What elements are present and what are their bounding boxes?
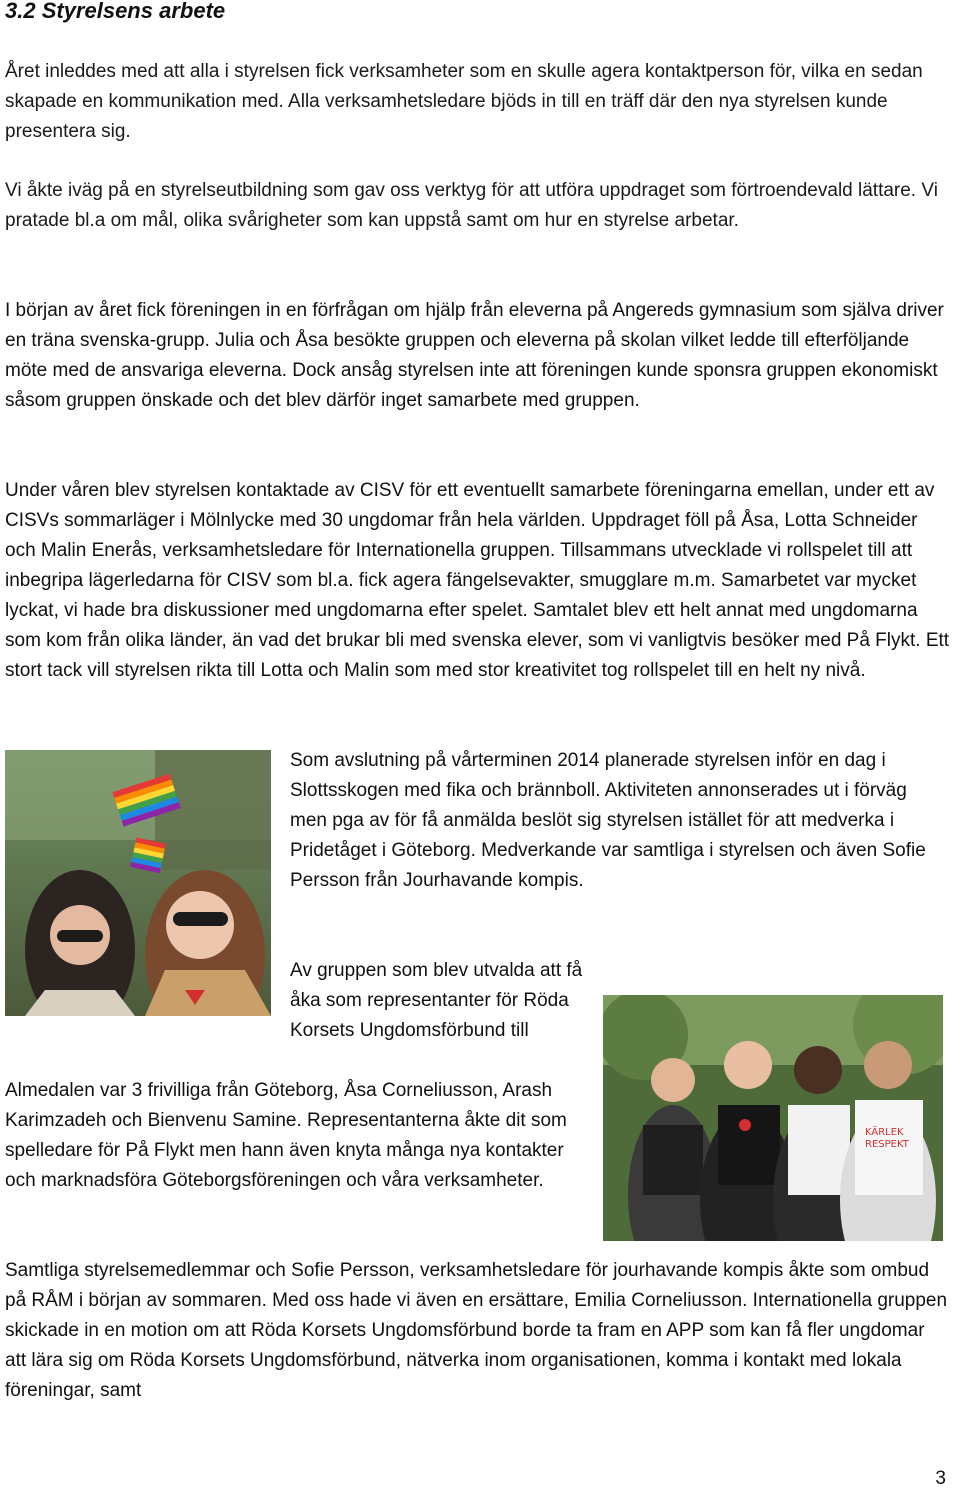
page-number: 3: [935, 1468, 946, 1489]
paragraph-6b: Almedalen var 3 frivilliga från Göteborg, Åsa Corneliusson, Arash Karimzadeh och Bienvenu Samine. Representanterna åkte dit som spelledare för På Flykt men hann även knyta många nya kontakter och marknadsföra Göteborgsföreningen och våra verksamheter.: [5, 1080, 567, 1191]
group-photo-illustration: [603, 995, 943, 1241]
group-photo: [603, 995, 943, 1241]
paragraph-7: Samtliga styrelsemedlemmar och Sofie Persson, verksamhetsledare för jourhavande kompis åkte som ombud på RÅM i början av sommaren. Med oss hade vi även en ersättare, Emilia Corneliusson. Internationella gruppen skickade in en motion om att Röda Korsets Ungdomsförbund borde ta fram en APP som kan få fler ungdomar att lära sig om Röda Korsets Ungdomsförbund, nätverka inom organisationen, komma i kontakt med lokala föreningar, samt: [5, 1260, 948, 1401]
svg-text:KÄRLEK: KÄRLEK: [865, 1127, 904, 1138]
pride-photo: [5, 750, 271, 1016]
paragraph-4: Under våren blev styrelsen kontaktade av CISV för ett eventuellt samarbete föreningarna emellan, under ett av CISVs sommarläger i Mölnlycke med 30 ungdomar från hela världen. Uppdraget föll på Åsa, Lotta Schneider och Malin Enerås, verksamhetsledare för Internationella gruppen. Tillsammans utvecklade vi rollspelet till att inbegripa lägerledarna för CISV som bl.a. fick agera fängelsevakter, smugglare m.m. Samarbetet var mycket lyckat, vi hade bra diskussioner med ungdomarna efter spelet. Samtalet blev ett helt annat med ungdomarna som kom från olika länder, än vad det brukar bli med svenska elever, som vi vanligtvis besöker med På Flykt. Ett stort tack vill styrelsen rikta till Lotta och Malin som med stor kreativitet tog rollspelet till en helt ny nivå.: [5, 480, 950, 681]
paragraph-6a: Av gruppen som blev utvalda att få åka som representanter för Röda Korsets Ungdomsförbund till: [290, 960, 583, 1041]
paragraph-3: I början av året fick föreningen in en förfrågan om hjälp från eleverna på Angereds gymnasium som själva driver en träna svenska-grupp. Julia och Åsa besökte gruppen och eleverna på skolan vilket ledde till efterföljande möte med de ansvariga eleverna. Dock ansåg styrelsen inte att föreningen kunde sponsra gruppen ekonomiskt såsom gruppen önskade och det blev därför inget samarbete med gruppen.: [5, 300, 944, 411]
paragraph-1: Året inleddes med att alla i styrelsen fick verksamheter som en skulle agera kontaktperson för, vilka en sedan skapade en kommunikation med. Alla verksamhetsledare bjöds in till en träff där den nya styrelsen kunde presentera sig.: [5, 61, 923, 142]
svg-text:RESPEKT: RESPEKT: [865, 1139, 909, 1150]
pride-photo-illustration: [5, 750, 271, 1016]
paragraph-5: Som avslutning på vårterminen 2014 planerade styrelsen inför en dag i Slottsskogen med fika och brännboll. Aktiviteten annonserades ut i förväg men pga av för få anmälda beslöt sig styrelsen istället för att medverka i Pridetåget i Göteborg. Medverkande var samtliga i styrelsen och även Sofie Persson från Jourhavande kompis.: [290, 750, 926, 891]
paragraph-2: Vi åkte iväg på en styrelseutbildning som gav oss verktyg för att utföra uppdraget som förtroendevald lättare. Vi pratade bl.a om mål, olika svårigheter som kan uppstå samt om hur en styrelse arbetar.: [5, 180, 938, 231]
section-heading: 3.2 Styrelsens arbete: [5, 0, 226, 23]
